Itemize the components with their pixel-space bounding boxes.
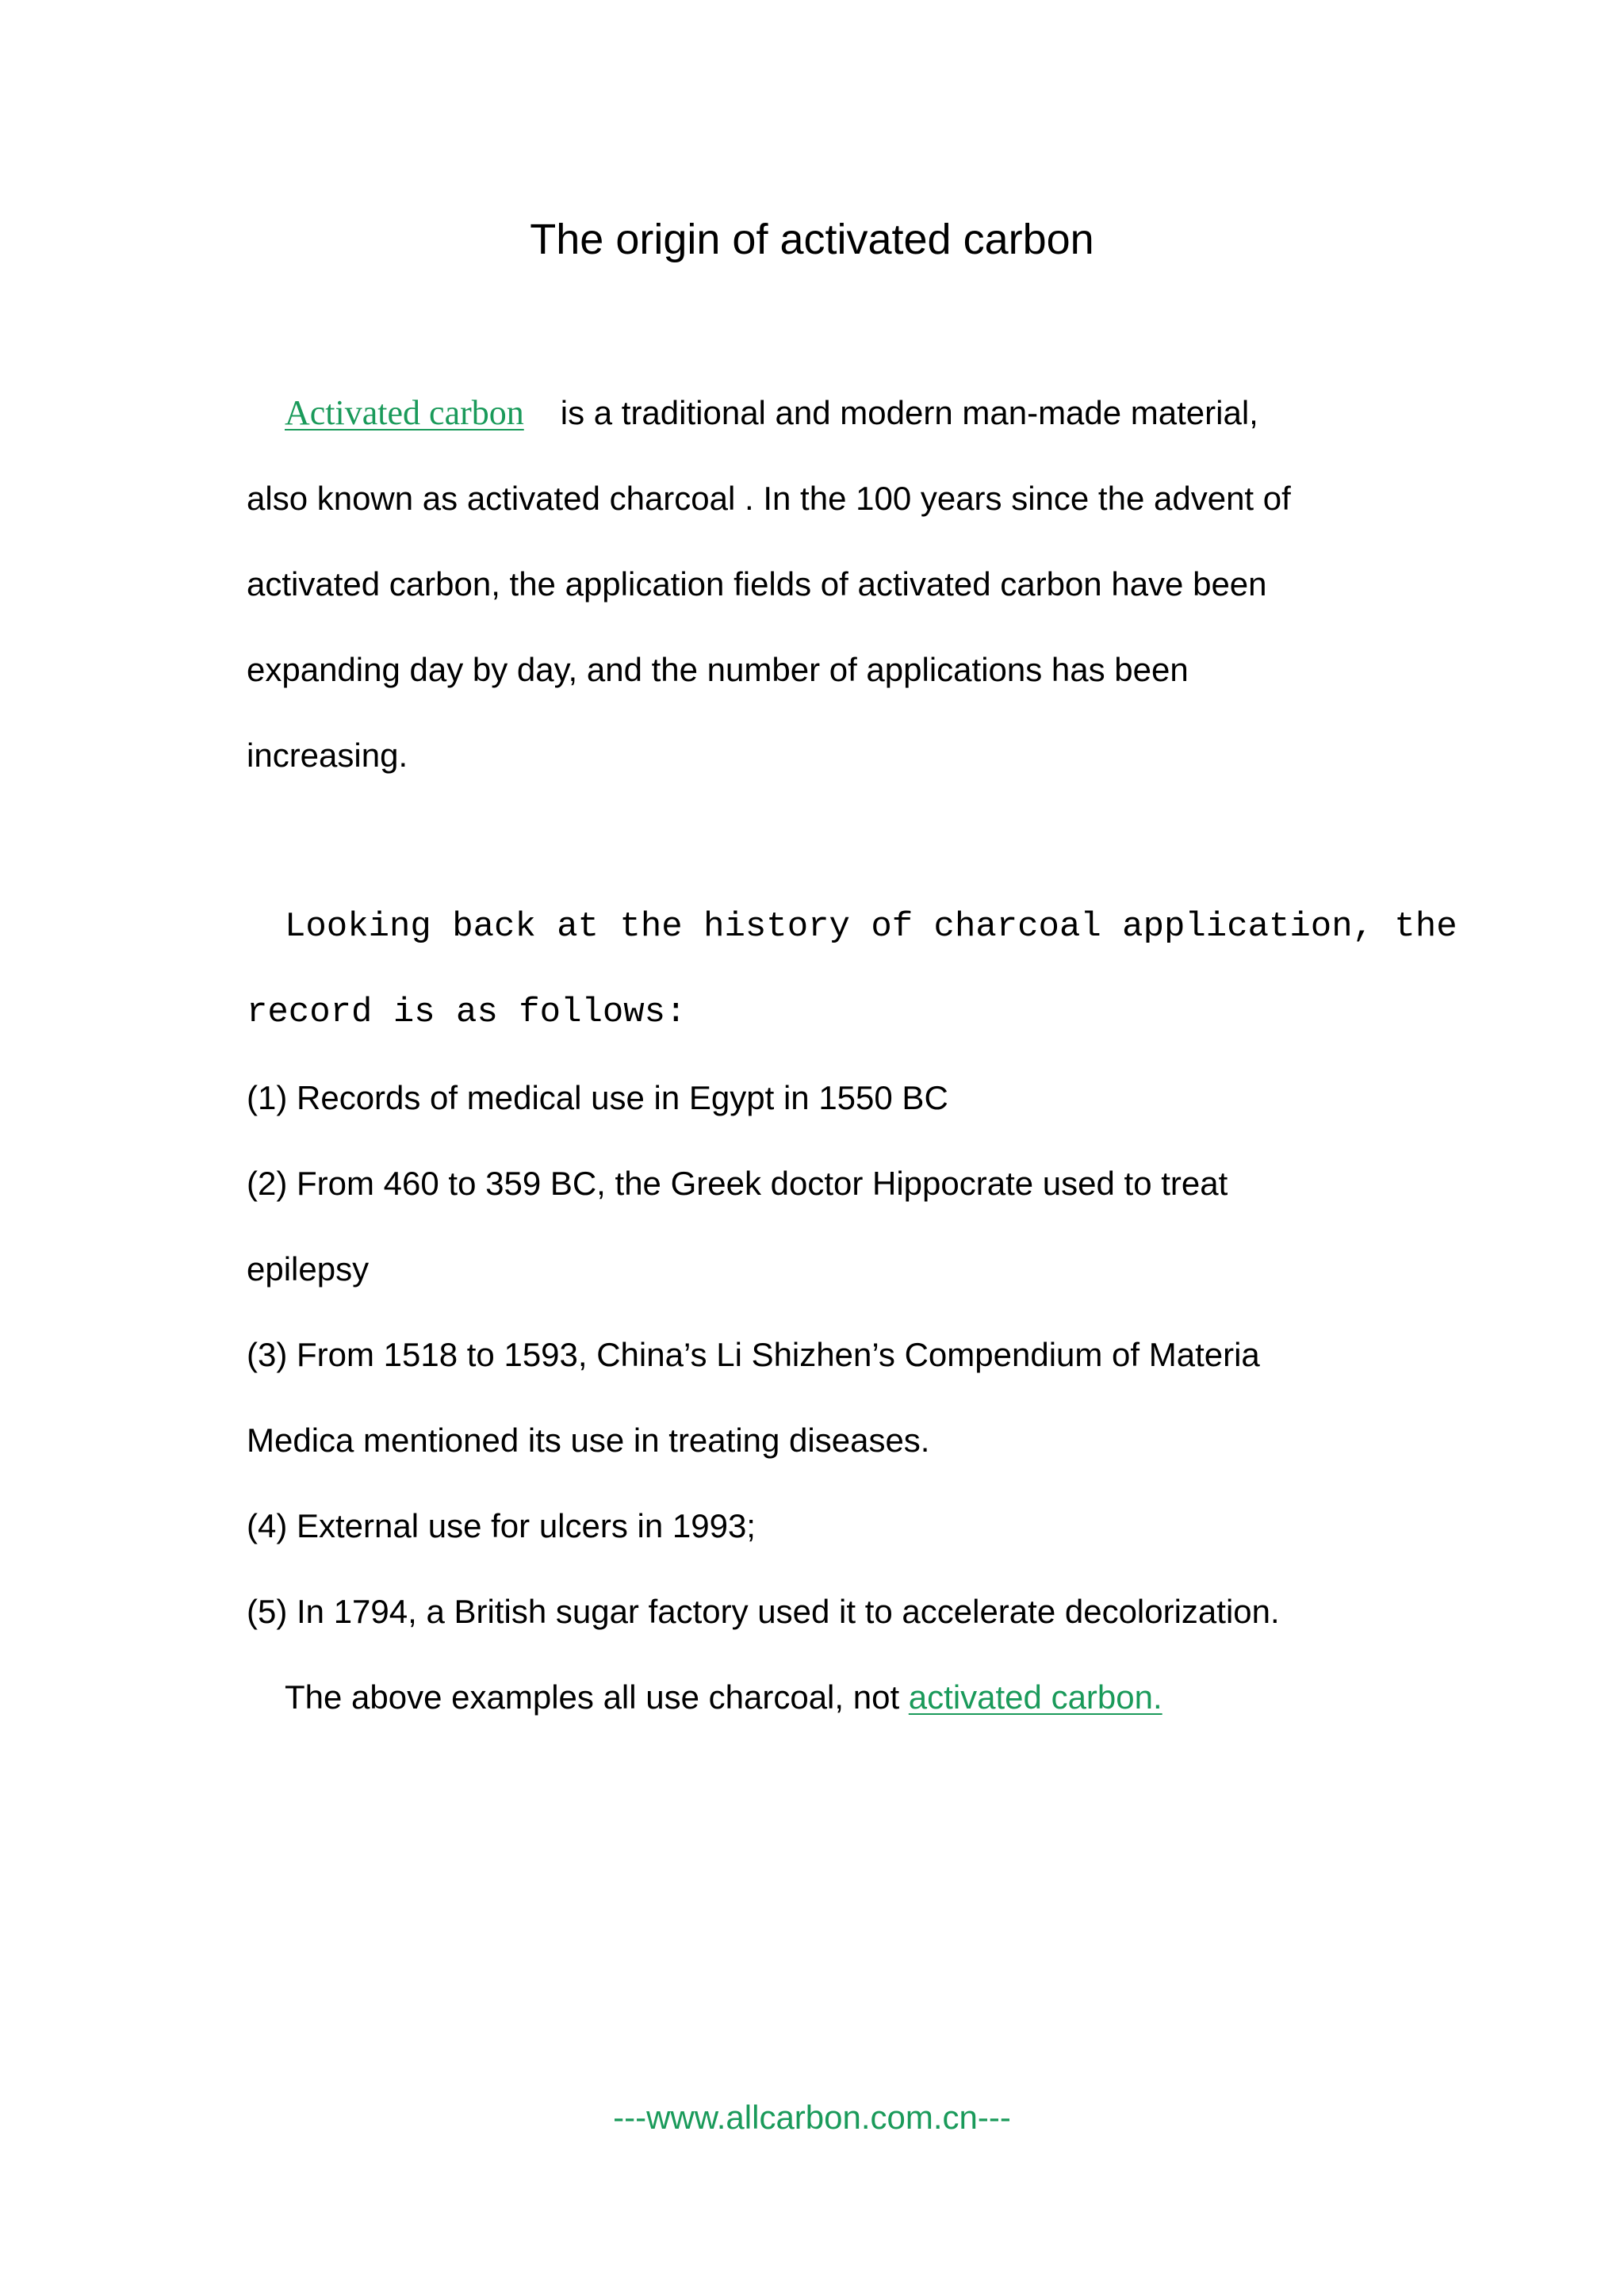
paragraph-1-line-3: activated carbon, the application fields of activated carbon have been — [247, 565, 1267, 603]
page-title: The origin of activated carbon — [530, 216, 1094, 263]
paragraph-2-line-1 — [247, 902, 1457, 951]
conclusion-line — [247, 1673, 1388, 1722]
paragraph-1-line-4: expanding day by day, and the number of applications has been — [247, 651, 1189, 688]
paragraph-1-line-1 — [247, 388, 1388, 438]
conclusion-text: The above examples all use charcoal, not — [285, 1678, 900, 1716]
record-item-1: (1) Records of medical use in Egypt in 1550 BC — [247, 1079, 948, 1116]
paragraph-2-line-2: record is as follows: — [247, 993, 687, 1032]
record-item-2-line-1: (2) From 460 to 359 BC, the Greek doctor Hippocrate used to treat — [247, 1165, 1228, 1202]
paragraph-1-line-5: increasing. — [247, 737, 408, 774]
record-item-2-line-2: epilepsy — [247, 1250, 370, 1288]
footer-website: ---www.allcarbon.com.cn--- — [613, 2099, 1011, 2136]
record-item-5: (5) In 1794, a British sugar factory used it to accelerate decolorization. — [247, 1593, 1280, 1630]
paragraph-1-line-1-text: is a traditional and modern man-made material, — [560, 394, 1258, 431]
record-item-3-line-2: Medica mentioned its use in treating diseases. — [247, 1422, 930, 1459]
record-item-3-line-1: (3) From 1518 to 1593, China’s Li Shizhen’s Compendium of Materia — [247, 1336, 1260, 1373]
activated-carbon-link[interactable]: Activated carbon — [285, 393, 524, 432]
paragraph-1-line-2: also known as activated charcoal . In the 100 years since the advent of — [247, 480, 1291, 517]
activated-carbon-link-2[interactable]: activated carbon. — [908, 1678, 1162, 1716]
record-item-4: (4) External use for ulcers in 1993; — [247, 1507, 756, 1544]
paragraph-2-line-1-text: Looking back at the history of charcoal application, the — [285, 907, 1457, 947]
